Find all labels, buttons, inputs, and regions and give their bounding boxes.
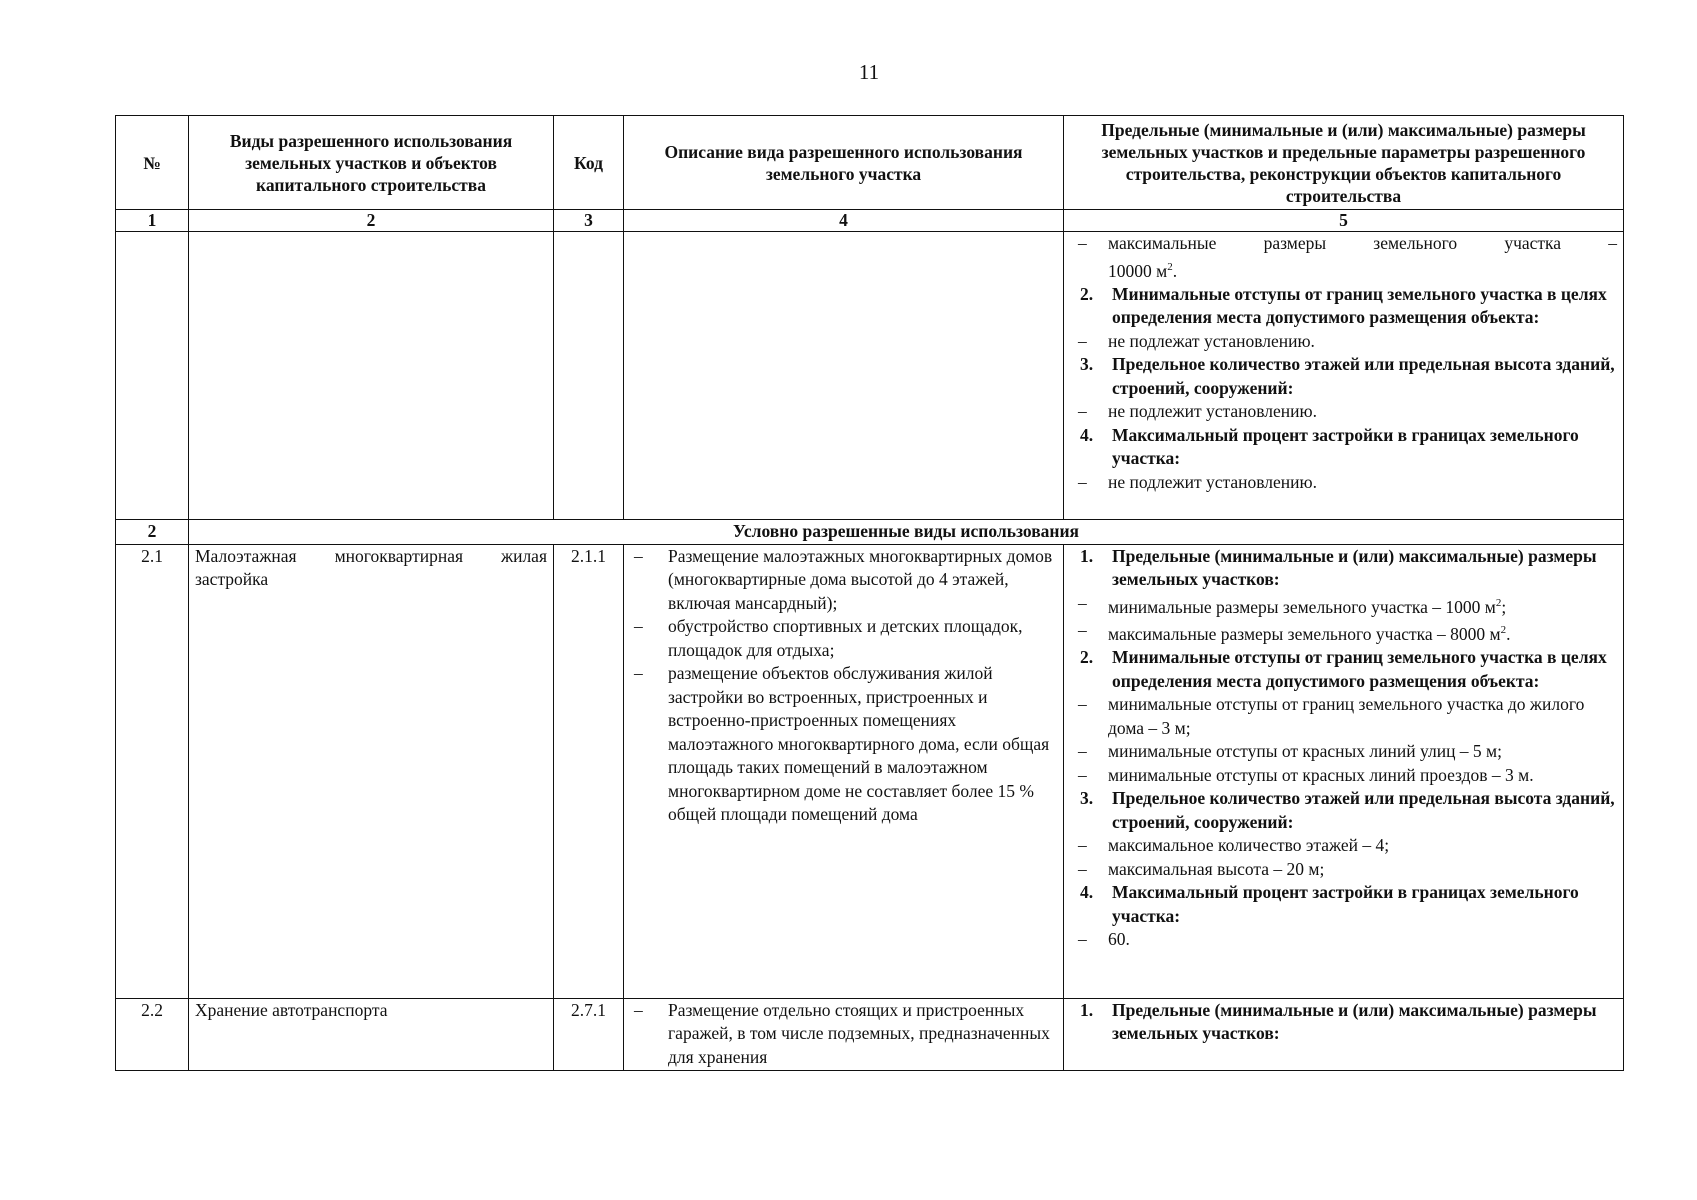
param-value: – не подлежит установлению.	[1070, 400, 1617, 424]
header-number: №	[116, 116, 189, 210]
param-value: – минимальные отступы от границ земельного участка до жилого дома – 3 м;	[1070, 693, 1617, 740]
use-code: 2.1.1	[554, 544, 624, 998]
parameters-cell	[1064, 998, 1624, 1070]
section-title: Условно разрешенные виды использования	[189, 520, 1624, 545]
cell-empty	[116, 232, 189, 520]
param-heading: 4. Максимальный процент застройки в границах земельного участка:	[1080, 882, 1579, 926]
param-value: 10000 $м^2$.	[1108, 260, 1178, 281]
param-value: – 60.	[1070, 928, 1617, 952]
param-heading: 1. Предельные (минимальные и (или) максимальные) размеры земельных участков:	[1080, 545, 1597, 589]
column-number: 5	[1064, 210, 1624, 232]
description-cell	[624, 998, 1064, 1070]
parameters-cell	[1064, 232, 1624, 520]
cell-empty	[189, 232, 554, 520]
land-use-table	[115, 115, 1624, 1071]
param-value: – максимальная высота – 20 м;	[1070, 858, 1617, 882]
list-item: – обустройство спортивных и детских площадок, площадок для отдыха;	[630, 615, 1057, 662]
param-heading: 2. Минимальные отступы от границ земельного участка в целях определения места допустимого размещения объекта:	[1080, 283, 1607, 328]
column-number: 1	[116, 210, 189, 232]
param-heading: 2. Минимальные отступы от границ земельного участка в целях определения места допустимого размещения объекта:	[1080, 647, 1607, 691]
header-description: Описание вида разрешенного использования земельного участка	[624, 116, 1064, 210]
description-list	[630, 999, 1057, 1070]
cell-empty	[554, 232, 624, 520]
table-row	[116, 544, 1624, 998]
row-number: 2.1	[116, 544, 189, 998]
cell-empty	[624, 232, 1064, 520]
param-heading: 3. Предельное количество этажей или предельная высота зданий, строений, сооружений:	[1080, 354, 1615, 398]
param-value: – не подлежит установлению.	[1070, 471, 1617, 495]
parameters-cell	[1064, 544, 1624, 998]
column-number: 2	[189, 210, 554, 232]
page-number: 11	[858, 60, 880, 84]
list-item: – размещение объектов обслуживания жилой застройки во встроенных, пристроенных и встроенно-пристроенных помещениях малоэтажного многоквартирного дома, если общая площадь таких помещений в малоэтажном многоквартирном доме не составляет более 15 % общей площади помещений дома	[630, 662, 1057, 827]
column-number: 4	[624, 210, 1064, 232]
column-numbers-row	[116, 210, 1624, 232]
section-row	[116, 520, 1624, 545]
param-value: – минимальные отступы от красных линий проездов – 3 м.	[1070, 764, 1617, 788]
use-type-name: Хранение автотранспорта	[189, 998, 554, 1070]
param-value: – максимальные размеры земельного участка –	[1070, 232, 1617, 256]
param-heading: 4. Максимальный процент застройки в границах земельного участка:	[1080, 424, 1579, 469]
param-value: – максимальные размеры земельного участка – 8000 $м^2$.	[1070, 619, 1617, 646]
header-use-type: Виды разрешенного использования земельных участков и объектов капитального строительства	[189, 116, 554, 210]
param-value: – максимальное количество этажей – 4;	[1070, 834, 1617, 858]
param-heading: 1. Предельные (минимальные и (или) максимальные) размеры земельных участков:	[1080, 999, 1597, 1043]
param-heading: 3. Предельное количество этажей или предельная высота зданий, строений, сооружений:	[1080, 788, 1615, 832]
table-header-row	[116, 116, 1624, 210]
list-item: – Размещение малоэтажных многоквартирных домов (многоквартирные дома высотой до 4 этажей, включая мансардный);	[630, 545, 1057, 616]
header-parameters: Предельные (минимальные и (или) максимальные) размеры земельных участков и предельные параметры разрешенного строительства, реконструкции объектов капитального строительства	[1064, 116, 1624, 210]
header-code: Код	[554, 116, 624, 210]
param-value: – минимальные размеры земельного участка – 1000 $м^2$;	[1070, 592, 1617, 619]
param-value: – не подлежат установлению.	[1070, 330, 1617, 354]
table-row	[116, 998, 1624, 1070]
description-cell	[624, 544, 1064, 998]
column-number: 3	[554, 210, 624, 232]
use-type-name: Малоэтажная многоквартирная жилая застройка	[189, 544, 554, 998]
row-number: 2.2	[116, 998, 189, 1070]
list-item: – Размещение отдельно стоящих и пристроенных гаражей, в том числе подземных, предназначенных для хранения	[630, 999, 1057, 1070]
description-list	[630, 545, 1057, 827]
table-row-continued	[116, 232, 1624, 520]
section-number: 2	[116, 520, 189, 545]
param-value: – минимальные отступы от красных линий улиц – 5 м;	[1070, 740, 1617, 764]
use-code: 2.7.1	[554, 998, 624, 1070]
